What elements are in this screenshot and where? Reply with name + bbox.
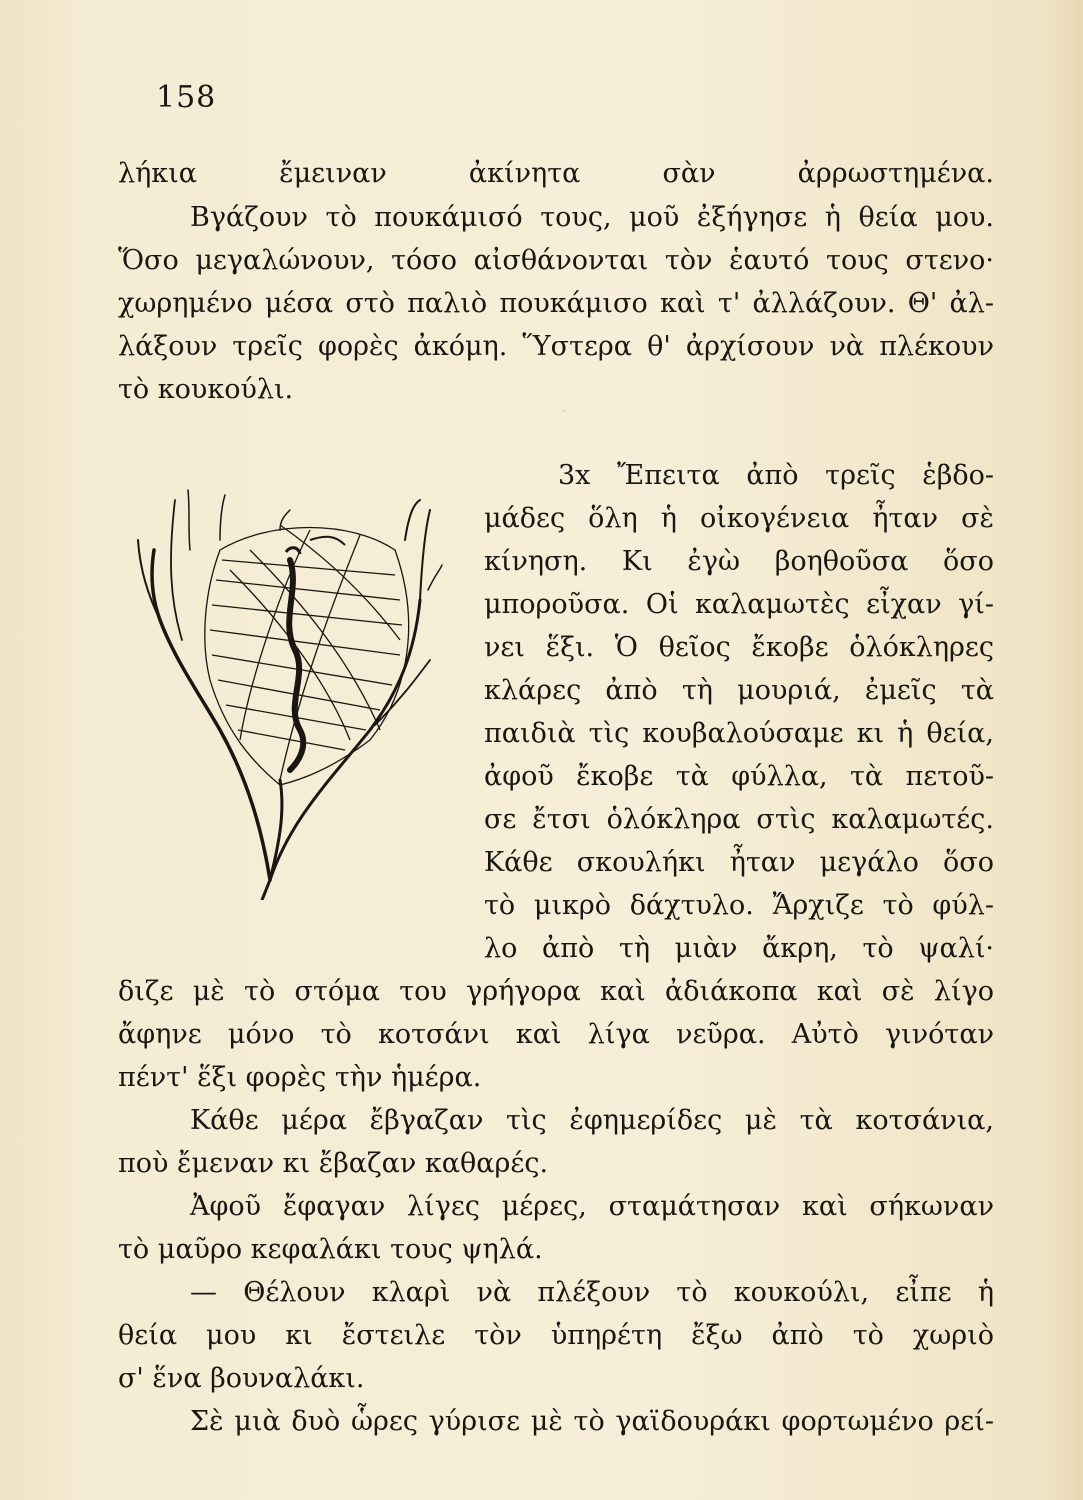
text-line-18: λο ἀπὸ τὴ μιὰν ἄκρη, τὸ ψαλί· [484,933,994,964]
text-line-19: διζε μὲ τὸ στόμα του γρήγορα καὶ ἀδιάκοπα καὶ σὲ λίγο [118,976,994,1007]
text-line-16: Κάθε σκουλήκι ἦταν μεγάλο ὅσο [484,847,994,878]
text-line-21: πέντ' ἕξι φορὲς τὴν ἡμέρα. [118,1062,482,1093]
text-line-5: λάξουν τρεῖς φορὲς ἀκόμη. Ὕστερα θ' ἀρχίσουν νὰ πλέκουν [118,331,994,362]
text-line-25: τὸ μαῦρο κεφαλάκι τους ψηλά. [118,1234,543,1265]
text-line-12: κλάρες ἀπὸ τὴ μουριά, ἐμεῖς τὰ [484,675,994,706]
text-line-2: Βγάζουν τὸ πουκάμισό τους, μοῦ ἐξήγησε ἡ θεία μου. [190,202,994,233]
text-line-10: μποροῦσα. Οἱ καλαμωτὲς εἶχαν γί- [484,589,994,620]
text-line-23: ποὺ ἔμεναν κι ἔβαζαν καθαρές. [118,1148,549,1179]
text-line-11: νει ἕξι. Ὁ θεῖος ἔκοβε ὁλόκληρες [484,632,994,663]
text-line-29: Σὲ μιὰ δυὸ ὧρες γύρισε μὲ τὸ γαϊδουράκι φορτωμένο ρεί- [190,1406,994,1437]
text-line-24: Ἀφοῦ ἔφαγαν λίγες μέρες, σταμάτησαν καὶ σήκωναν [190,1191,994,1222]
text-line-15: σε ἔτσι ὁλόκληρα στὶς καλαμωτές. [484,804,994,835]
text-line-1: λήκια ἔμειναν ἀκίνητα σὰν ἀρρωστημένα. [118,158,994,189]
text-line-26: — Θέλουν κλαρὶ νὰ πλέξουν τὸ κουκούλι, εἶπε ἡ [190,1277,994,1308]
bleed-through-text: · [560,400,567,425]
cocoon-branch-illustration [130,480,460,900]
text-line-22: Κάθε μέρα ἔβγαζαν τὶς ἐφημερίδες μὲ τὰ κοτσάνια, [190,1105,994,1136]
text-line-20: ἄφηνε μόνο τὸ κοτσάνι καὶ λίγα νεῦρα. Αὐτὸ γινόταν [118,1019,994,1050]
text-line-27: θεία μου κι ἔστειλε τὸν ὑπηρέτη ἔξω ἀπὸ τὸ χωριὸ [118,1320,994,1351]
text-line-4: χωρημένο μέσα στὸ παλιὸ πουκάμισο καὶ τ' ἀλλάζουν. Θ' ἀλ- [118,288,994,319]
text-line-6: τὸ κουκούλι. [118,374,294,405]
text-line-14: ἀφοῦ ἔκοβε τὰ φύλλα, τὰ πετοῦ- [484,761,994,792]
text-line-13: παιδιὰ τὶς κουβαλούσαμε κι ἡ θεία, [484,718,994,749]
text-line-9: κίνηση. Κι ἐγὼ βοηθοῦσα ὅσο [484,546,994,577]
text-line-3: Ὅσο μεγαλώνουν, τόσο αἰσθάνονται τὸν ἑαυτό τους στενο· [118,245,994,276]
text-line-28: σ' ἕνα βουναλάκι. [118,1363,365,1394]
text-line-17: τὸ μικρὸ δάχτυλο. Ἄρχιζε τὸ φύλ- [484,890,994,921]
text-line-7: 3x Ἔπειτα ἀπὸ τρεῖς ἑβδο- [558,460,994,491]
text-line-8: μάδες ὅλη ἡ οἰκογένεια ἦταν σὲ [484,503,994,534]
page-number: 158 [156,80,217,115]
